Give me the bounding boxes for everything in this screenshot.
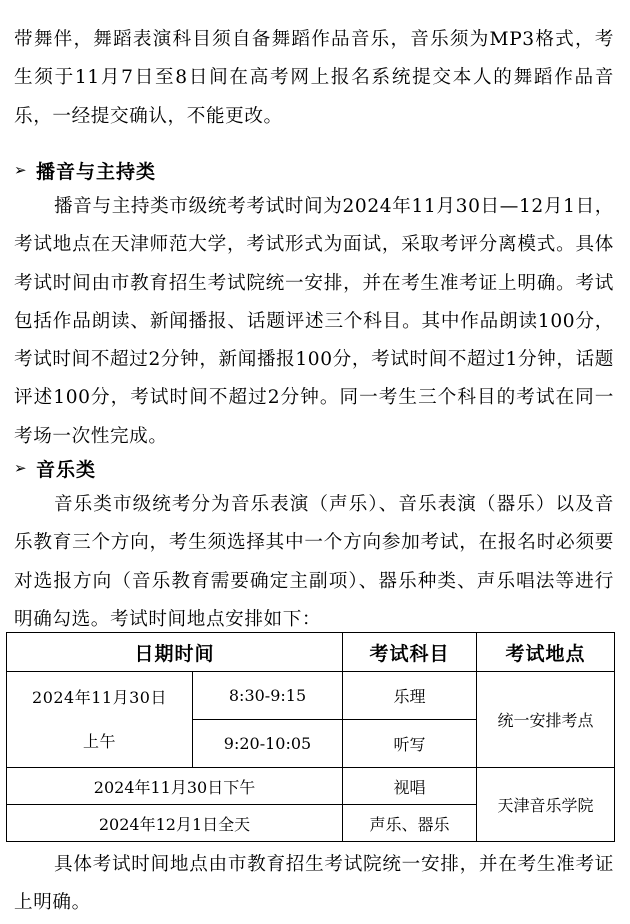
- heading-text: 音乐类: [36, 458, 97, 481]
- location-cell: 统一安排考点: [477, 672, 615, 768]
- subject-cell: 声乐、器乐: [343, 805, 477, 842]
- table-header-row: [7, 633, 615, 672]
- paragraph-closing: 具体考试时间地点由市教育招生考试院统一安排，并在考生准考证上明确。: [14, 854, 614, 914]
- time-cell: 8:30-9:15: [193, 672, 343, 720]
- subject-cell: 乐理: [343, 672, 477, 720]
- date-cell: 2024年11月30日下午: [7, 768, 343, 805]
- time-cell: 9:20-10:05: [193, 720, 343, 768]
- section-heading-music: [14, 452, 96, 484]
- header-location: 考试地点: [477, 633, 615, 672]
- arrow-bullet-icon: ➢: [14, 161, 28, 179]
- table-row: [7, 768, 615, 805]
- subject-cell: 听写: [343, 720, 477, 768]
- date-cell: [7, 672, 193, 768]
- date-cell: 2024年12月1日全天: [7, 805, 343, 842]
- heading-text: 播音与主持类: [36, 160, 157, 183]
- paragraph-music: 音乐类市级统考分为音乐表演（声乐）、音乐表演（器乐）以及音乐教育三个方向，考生须选择其中一个方向参加考试，在报名时必须要对选报方向（音乐教育需要确定主副项）、器乐种类、声乐唱法等进行明确勾选。考试时间地点安排如下：: [14, 494, 614, 630]
- exam-schedule-table: [6, 632, 615, 842]
- location-cell: 天津音乐学院: [477, 768, 615, 842]
- table-row: [7, 672, 615, 720]
- arrow-bullet-icon: ➢: [14, 459, 28, 477]
- header-subject: 考试科目: [343, 633, 477, 672]
- subject-cell: 视唱: [343, 768, 477, 805]
- paragraph-dance-music: 带舞伴，舞蹈表演科目须自备舞蹈作品音乐，音乐须为MP3格式，考生须于11月7日至8日间在高考网上报名系统提交本人的舞蹈作品音乐，一经提交确认，不能更改。: [14, 29, 614, 127]
- paragraph-broadcast: 播音与主持类市级统考考试时间为2024年11月30日—12月1日，考试地点在天津师范大学，考试形式为面试，采取考评分离模式。具体考试时间由市教育招生考试院统一安排，并在考生准考证上明确。考试包括作品朗读、新闻播报、话题评述三个科目。其中作品朗读100分，考试时间不超过2分钟，新闻播报100分，考试时间不超过1分钟，话题评述100分，考试时间不超过2分钟。同一考生三个科目的考试在同一考场一次性完成。: [14, 196, 614, 447]
- header-datetime: 日期时间: [7, 633, 343, 672]
- date-line: 上午: [82, 731, 116, 751]
- section-heading-broadcast: [14, 154, 156, 186]
- date-line: 2024年11月30日: [32, 687, 167, 707]
